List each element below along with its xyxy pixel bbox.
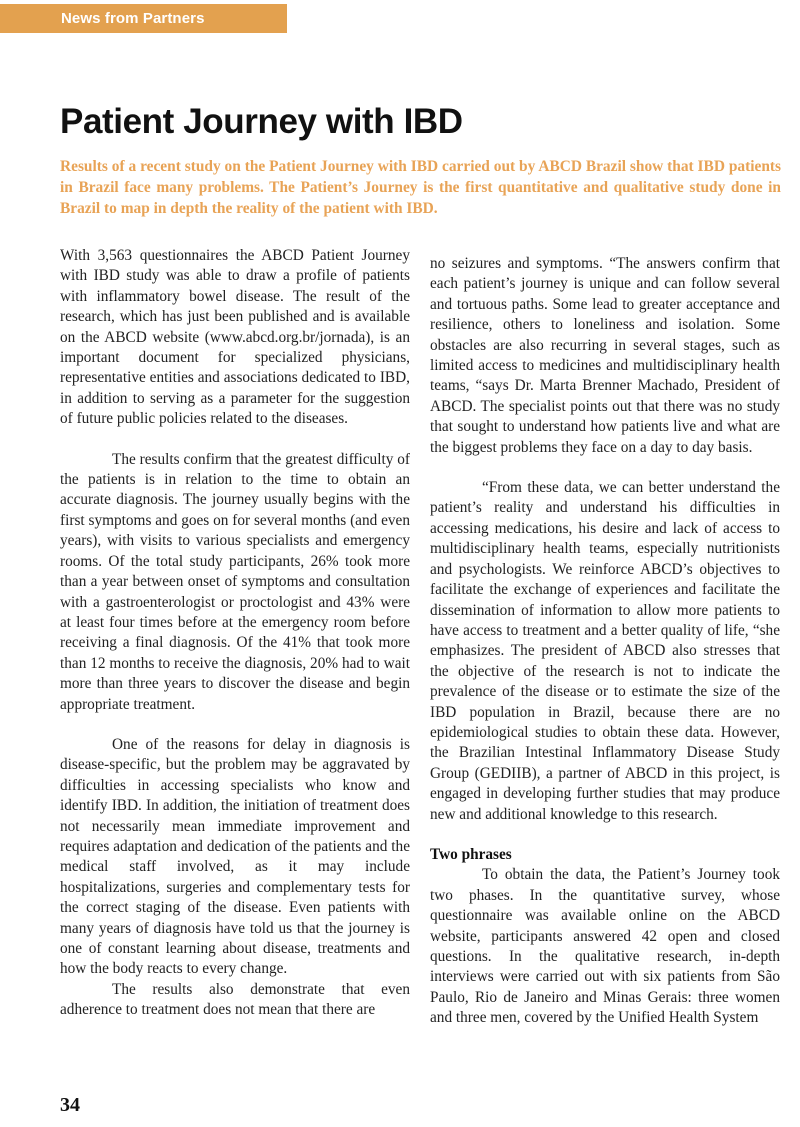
left-column (60, 246, 410, 1021)
subheading: Two phrases (430, 845, 512, 863)
paragraph: To obtain the data, the Patient’s Journey took two phases. In the quantitative survey, whose questionnaire was available online on the ABCD website, participants answered 42 open and closed questions. In the qualitative research, in-depth interviews were carried out with six patients from São Paulo, Rio de Janeiro and Minas Gerais: three women and three men, covered by the Unified Health System (430, 866, 780, 1027)
paragraph: One of the reasons for delay in diagnosis is disease-specific, but the problem may be aggravated by difficulties in accessing specialists who know and identify IBD. In addition, the initiation of treatment does not necessarily mean immediate improvement and requires adaptation and dedication of the patients and the medical staff involved, as it may include hospitalizations, surgeries and complementary tests for the correct staging of the disease. Even patients with many years of diagnosis have told us that the journey is one of constant learning about disease, treatments and how the body reacts to every change. (60, 735, 410, 978)
article-title: Patient Journey with IBD (60, 102, 463, 141)
paragraph: “From these data, we can better understand the patient’s reality and understand his difficulties in accessing medications, his desire and lack of access to multidisciplinary health teams, especially nutritionists and psychologists. We reinforce ABCD’s objectives to facilitate the exchange of experiences and facilitate the dissemination of information to allow more patients to have access to treatment and a better quality of life, “she emphasizes. The president of ABCD also stresses that the objective of the research is not to indicate the prevalence of the disease or to estimate the size of the IBD population in Brazil, because there are no epidemiological studies to obtain these data. However, the Brazilian Intestinal Inflammatory Disease Study Group (GEDIIB), a partner of ABCD in this project, is engaged in developing further studies that may produce new and additional knowledge to this research. (430, 479, 780, 823)
paragraph: The results confirm that the greatest difficulty of the patients is in relation to the time to obtain an accurate diagnosis. The journey usually begins with the first symptoms and goes on for several months (and even years), with visits to various specialists and emergency rooms. Of the total study participants, 26% took more than a year between onset of symptoms and consultation with a gastroenterologist or proctologist and 43% were at least four times before at the emergency room before receiving a final diagnosis. Of the 41% that took more than 12 months to receive the diagnosis, 20% had to wait more than three years to discover the disease and begin appropriate treatment. (60, 450, 410, 713)
section-label: News from Partners (61, 10, 205, 27)
paragraph: With 3,563 questionnaires the ABCD Patient Journey with IBD study was able to draw a profile of patients with inflammatory bowel disease. The result of the research, which has just been published and is available on the ABCD website (www.abcd.org.br/jornada), is an important document for specialized physicians, representative entities and associations dedicated to IBD, in addition to serving as a parameter for the suggestion of future public policies related to the diseases. (60, 247, 410, 428)
page-number: 34 (60, 1094, 80, 1116)
section-banner (0, 4, 287, 33)
paragraph: no seizures and symptoms. “The answers confirm that each patient’s journey is unique and can follow several and tortuous paths. Some lead to greater acceptance and resilience, others to loneliness and isolation. Some obstacles are also recurring in several stages, such as limited access to medicines and multidisciplinary health teams, “says Dr. Marta Brenner Machado, President of ABCD. The specialist points out that there was no study that sought to understand how patients live and what are the biggest problems they face on a day to day basis. (430, 255, 780, 456)
right-column (430, 254, 780, 1029)
paragraph: The results also demonstrate that even adherence to treatment does not mean that there are (60, 980, 410, 1019)
article-lead: Results of a recent study on the Patient Journey with IBD carried out by ABCD Brazil show that IBD patients in Brazil face many problems. The Patient’s Journey is the first quantitative and qualitative study done in Brazil to map in depth the reality of the patient with IBD. (60, 158, 781, 217)
